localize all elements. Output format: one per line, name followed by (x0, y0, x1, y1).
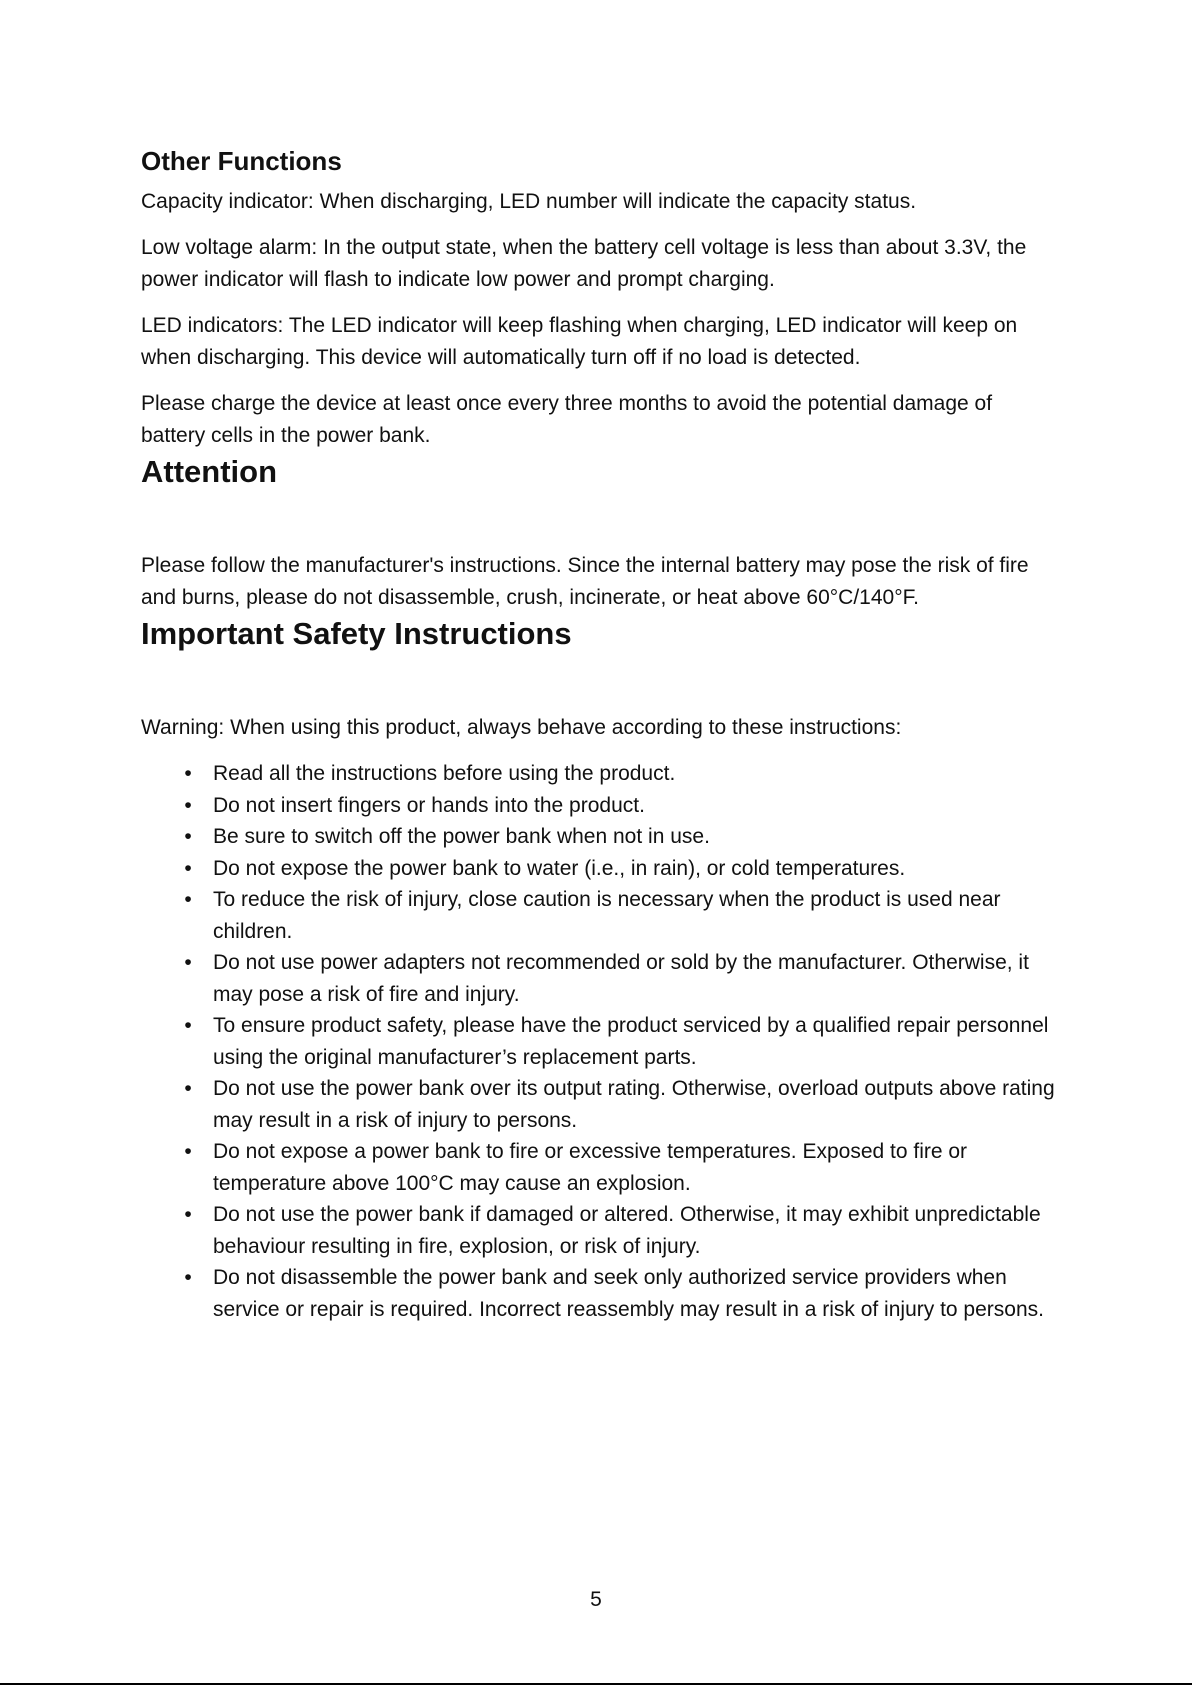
list-item (141, 1010, 1061, 1073)
bullet-icon: • (184, 793, 192, 817)
other-functions-heading: Other Functions (141, 146, 342, 176)
list-item (141, 1262, 1061, 1325)
low-voltage-alarm-paragraph: Low voltage alarm: In the output state, when the battery cell voltage is less than about 3.3V, the power indicator will flash to indicate low power and prompt charging. (141, 236, 1027, 291)
bullet-icon: • (184, 1077, 192, 1100)
list-item-text: Do not use power adapters not recommended or sold by the manufacturer. Otherwise, it may pose a risk of fire and injury. (213, 951, 1029, 1006)
bullet-icon: • (184, 825, 192, 848)
list-item-text: Do not expose a power bank to fire or excessive temperatures. Exposed to fire or temperature above 100°C may cause an explosion. (213, 1140, 968, 1195)
page-content (141, 144, 1061, 1325)
attention-heading: Attention (141, 454, 278, 489)
list-item (141, 853, 1061, 885)
list-item (141, 1199, 1061, 1262)
list-item-text: Be sure to switch off the power bank when not in use. (213, 825, 710, 848)
bullet-icon: • (184, 1203, 192, 1226)
list-item (141, 1073, 1061, 1136)
list-item-text: Do not disassemble the power bank and seek only authorized service providers when service or repair is required. Incorrect reassembly may result in a risk of injury to persons. (213, 1266, 1044, 1321)
list-item (141, 790, 1061, 822)
bullet-icon: • (184, 1140, 192, 1163)
page-number: 5 (590, 1588, 602, 1611)
list-item-text: Do not use the power bank over its output rating. Otherwise, overload outputs above rating may result in a risk of injury to persons. (213, 1077, 1055, 1132)
list-item-text: To reduce the risk of injury, close caution is necessary when the product is used near children. (213, 888, 1001, 943)
bullet-icon: • (184, 1266, 192, 1289)
warning-paragraph: Warning: When using this product, always behave according to these instructions: (141, 716, 902, 739)
bullet-icon: • (184, 762, 192, 785)
bullet-icon: • (184, 888, 192, 911)
list-item-text: Do not expose the power bank to water (i.e., in rain), or cold temperatures. (213, 856, 906, 880)
led-indicators-paragraph: LED indicators: The LED indicator will keep flashing when charging, LED indicator will keep on when discharging. This device will automatically turn off if no load is detected. (141, 314, 1018, 369)
safety-instructions-heading: Important Safety Instructions (141, 616, 572, 651)
list-item (141, 758, 1061, 790)
safety-instructions-list (141, 758, 1061, 1325)
list-item (141, 1136, 1061, 1199)
list-item (141, 821, 1061, 853)
bullet-icon: • (184, 1014, 192, 1037)
list-item (141, 947, 1061, 1010)
attention-paragraph: Please follow the manufacturer's instructions. Since the internal battery may pose the risk of fire and burns, please do not disassemble, crush, incinerate, or heat above 60°C/140°F. (141, 554, 1029, 609)
list-item (141, 884, 1061, 947)
list-item-text: Read all the instructions before using the product. (213, 762, 676, 785)
capacity-indicator-paragraph: Capacity indicator: When discharging, LED number will indicate the capacity status. (141, 190, 917, 213)
list-item-text: To ensure product safety, please have the product serviced by a qualified repair personnel using the original manufacturer’s replacement parts. (213, 1014, 1049, 1069)
list-item-text: Do not insert fingers or hands into the product. (213, 793, 645, 817)
bullet-icon: • (184, 951, 192, 974)
list-item-text: Do not use the power bank if damaged or altered. Otherwise, it may exhibit unpredictable behaviour resulting in fire, explosion, or risk of injury. (213, 1203, 1041, 1258)
bullet-icon: • (184, 856, 192, 880)
charge-reminder-paragraph: Please charge the device at least once every three months to avoid the potential damage of battery cells in the power bank. (141, 392, 993, 447)
